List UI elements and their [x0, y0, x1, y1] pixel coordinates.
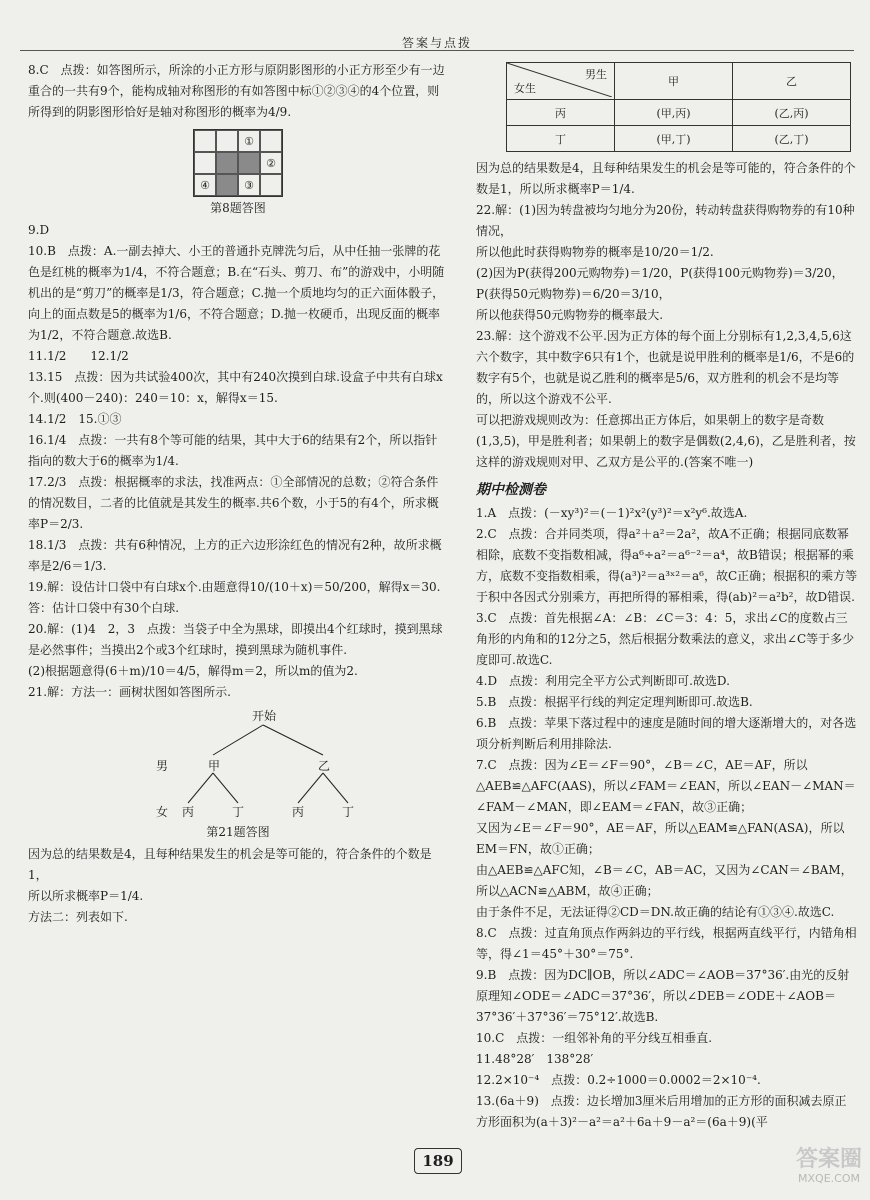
answer-item: (2)根据题意得(6＋m)/10＝4/5，解得m＝2，所以m的值为2. [28, 664, 358, 678]
answer-item: 12.2×10⁻⁴ 点拨：0.2÷1000＝0.0002＝2×10⁻⁴. [476, 1073, 761, 1087]
table-header: 乙 [733, 63, 851, 100]
answer-item: 22.解：(1)因为转盘被均匀地分为20份，转动转盘获得购物券的有10种情况， [476, 203, 855, 238]
figure-8-caption: 第8题答图 [210, 201, 266, 215]
tree-root: 开始 [252, 709, 277, 723]
answer-item: 20.解：(1)4 2，3 点拨：当袋子中全为黑球，即摸出4个红球时，摸到黑球是必然事件；当摸出2个或3个红球时，摸到黑球为随机事件. [28, 622, 443, 657]
answer-item: 所以他获得50元购物券的概率最大. [476, 308, 664, 322]
answer-item: 可以把游戏规则改为：任意掷出正方体后，如果朝上的数字是奇数(1,3,5)，甲是胜利者；如果朝上的数字是偶数(2,4,6)，乙是胜利者，按这样的游戏规则对甲、乙双方是公平的.(答案不唯一) [476, 413, 856, 469]
tree-node: 甲 [208, 759, 221, 773]
answer-item: 18.1/3 点拨：共有6种情况，上方的正六边形涂红色的情况有2种，故所求概率是2/6＝1/3. [28, 538, 442, 573]
table-cell: (甲,丁) [615, 126, 733, 152]
table-cell: (乙,丙) [733, 100, 851, 126]
grid-cell-label: ④ [194, 174, 216, 196]
answer-item: 8.C 点拨：过直角顶点作两斜边的平行线，根据两直线平行，内错角相等，得∠1＝45°＋30°＝75°. [476, 926, 857, 961]
right-column [476, 60, 858, 1133]
answer-item: 4.D 点拨：利用完全平方公式判断即可.故选D. [476, 674, 730, 688]
answer-item: 19.解：设估计口袋中有白球x个.由题意得10/(10＋x)＝50/200，解得x＝30.答：估计口袋中有30个白球. [28, 580, 441, 615]
answer-item: 所以所求概率P＝1/4. [28, 889, 144, 903]
answer-item: 11.48°28′ 138°28′ [476, 1052, 594, 1066]
grid-cell [194, 130, 216, 152]
answer-item: 10.B 点拨：A.一副去掉大、小王的普通扑克牌洗匀后，从中任抽一张牌的花色是红桃的概率为1/4，不符合题意；B.在“石头、剪刀、布”的游戏中，小明随机出的是“剪刀”的概率是1/3，符合题意；C.抛一个质地均匀的正六面体骰子，向上的面点数是5的概率为1/6，不符合题意；D.抛一枚硬币，出现反面的概率为1/2，不符合题意.故选B. [28, 244, 445, 342]
tree-diagram [28, 707, 448, 819]
grid-cell [194, 152, 216, 174]
shaded-cell [216, 152, 238, 174]
answer-item: 7.C 点拨：因为∠E＝∠F＝90°，∠B＝∠C，AE＝AF，所以△AEB≌△AFC(AAS)，所以∠FAM＝∠EAN，所以∠EAN－∠MAN＝∠FAM－∠MAN，即∠EAM＝∠FAN，故③正确； [476, 758, 856, 814]
tree-node: 乙 [318, 759, 331, 773]
tree-node: 丙 [182, 805, 195, 819]
answer-item: 因为总的结果数是4，且每种结果发生的机会是等可能的，符合条件的个数是1， [28, 847, 432, 882]
answer-item: 13.15 点拨：因为共试验400次，其中有240次摸到白球.设盒子中共有白球x个.则(400－240)：240＝10：x，解得x＝15. [28, 370, 443, 405]
tree-female-label: 女 [156, 805, 169, 819]
shaded-cell [238, 152, 260, 174]
tree-node: 丁 [342, 805, 355, 819]
grid-cell [260, 130, 282, 152]
answer-item: 因为总的结果数是4，且每种结果发生的机会是等可能的，符合条件的个数是1，所以所求概率P＝1/4. [476, 161, 856, 196]
tree-node: 丙 [292, 805, 305, 819]
answer-item: 11.1/2 12.1/2 [28, 349, 129, 363]
tree-node: 丁 [232, 805, 245, 819]
figure-8-grid [193, 129, 283, 197]
result-table [506, 62, 851, 152]
answer-item: 5.B 点拨：根据平行线的判定定理判断即可.故选B. [476, 695, 753, 709]
answer-item: 1.A 点拨：(－xy³)²＝(－1)²x²(y³)²＝x²y⁶.故选A. [476, 506, 748, 520]
answer-item: 9.D [28, 223, 50, 237]
tree-male-label: 男 [156, 759, 169, 773]
answer-item: 2.C 点拨：合并同类项，得a²＋a²＝2a²，故A不正确；根据同底数幂相除，底数不变指数相减，得a⁶÷a²＝a⁶⁻²＝a⁴，故B错误；根据幂的乘方，底数不变指数相乘，得(a³)²＝a³ˣ²＝a⁶，故C正确；根据积的乘方等于积中各因式分别乘方，再把所得的幂相乘，得(ab)²＝a²b²，故D错误. [476, 527, 858, 604]
answer-item: 14.1/2 15.①③ [28, 412, 122, 426]
answer-item: 21.解：方法一：画树状图如答图所示. [28, 685, 231, 699]
answer-item: 由△AEB≌△AFC知，∠B＝∠C，AB＝AC，又因为∠CAN＝∠BAM，所以△ACN≌△ABM，故④正确； [476, 863, 853, 898]
row-label: 丙 [507, 100, 615, 126]
grid-cell-label: ③ [238, 174, 260, 196]
answer-item: 23.解：这个游戏不公平.因为正方体的每个面上分别标有1,2,3,4,5,6这六个数字，其中数字6只有1个，也就是说甲胜利的概率是1/6，不是6的数字有5个，也就是说乙胜利的概率是5/6，双方胜利的机会不是均等的，所以这个游戏不公平. [476, 329, 855, 406]
answer-item: 3.C 点拨：首先根据∠A：∠B：∠C＝3：4：5，求出∠C的度数占三角形的内角和的12分之5，然后根据分数乘法的意义，求出∠C等于多少度即可.故选C. [476, 611, 855, 667]
left-column [28, 60, 448, 928]
answer-item: 又因为∠E＝∠F＝90°，AE＝AF，所以△EAM≌△FAN(ASA)，所以EM＝FN，故①正确； [476, 821, 845, 856]
header-title: 答案与点拨 [401, 36, 472, 50]
grid-cell-label: ② [260, 152, 282, 174]
answer-item: 方法二：列表如下. [28, 910, 128, 924]
answer-item: (2)因为P(获得200元购物券)＝1/20，P(获得100元购物券)＝3/20，P(获得50元购物券)＝6/20＝3/10， [476, 266, 844, 301]
table-cell: (甲,丙) [615, 100, 733, 126]
grid-cell [216, 130, 238, 152]
answer-item: 17.2/3 点拨：根据概率的求法，找准两点：①全部情况的总数；②符合条件的情况数目，二者的比值就是其发生的概率.共6个数，小于5的有4个，所求概率P＝2/3. [28, 475, 439, 531]
row-label: 丁 [507, 126, 615, 152]
corner-bottom-label: 女生 [514, 82, 536, 95]
page-number: 189 [414, 1148, 462, 1174]
answer-item: 8.C 点拨：如答图所示，所涂的小正方形与原阴影图形的小正方形至少有一边重合的一共有9个，能构成轴对称图形的有如答图中标①②③④的4个位置，则所得到的阴影图形恰好是轴对称图形的概率为4/9. [28, 63, 445, 119]
table-row [507, 100, 851, 126]
page-header [20, 22, 854, 51]
watermark-logo: 答案圈 [795, 1147, 862, 1172]
section-title: 期中检测卷 [476, 482, 546, 498]
figure-8 [28, 129, 448, 197]
answer-item: 由于条件不足，无法证得②CD＝DN.故正确的结论有①③④.故选C. [476, 905, 835, 919]
figure-21-caption: 第21题答图 [206, 825, 270, 839]
table-corner [507, 63, 615, 100]
watermark-url: MXQE.COM [798, 1172, 860, 1185]
corner-top-label: 男生 [585, 68, 607, 81]
grid-cell-label: ① [238, 130, 260, 152]
answer-item: 9.B 点拨：因为DC∥OB，所以∠ADC＝∠AOB＝37°36′.由光的反射原理知∠ODE＝∠ADC＝37°36′，所以∠DEB＝∠ODE＋∠AOB＝37°36′＋37°36′＝75°12′.故选B. [476, 968, 850, 1024]
table-cell: (乙,丁) [733, 126, 851, 152]
answer-item: 所以他此时获得购物券的概率是10/20＝1/2. [476, 245, 714, 259]
answer-item: 13.(6a＋9) 点拨：边长增加3厘米后用增加的正方形的面积减去原正方形面积为(a＋3)²－a²＝a²＋6a＋9－a²＝(6a＋9)(平 [476, 1094, 847, 1129]
answer-item: 6.B 点拨：苹果下落过程中的速度是随时间的增大逐渐增大的，对各选项分析判断后利用排除法. [476, 716, 857, 751]
table-row [507, 126, 851, 152]
grid-cell [260, 174, 282, 196]
shaded-cell [216, 174, 238, 196]
table-header: 甲 [615, 63, 733, 100]
answer-item: 10.C 点拨：一组邻补角的平分线互相垂直. [476, 1031, 713, 1045]
answer-item: 16.1/4 点拨：一共有8个等可能的结果，其中大于6的结果有2个，所以指针指向的数大于6的概率为1/4. [28, 433, 438, 468]
